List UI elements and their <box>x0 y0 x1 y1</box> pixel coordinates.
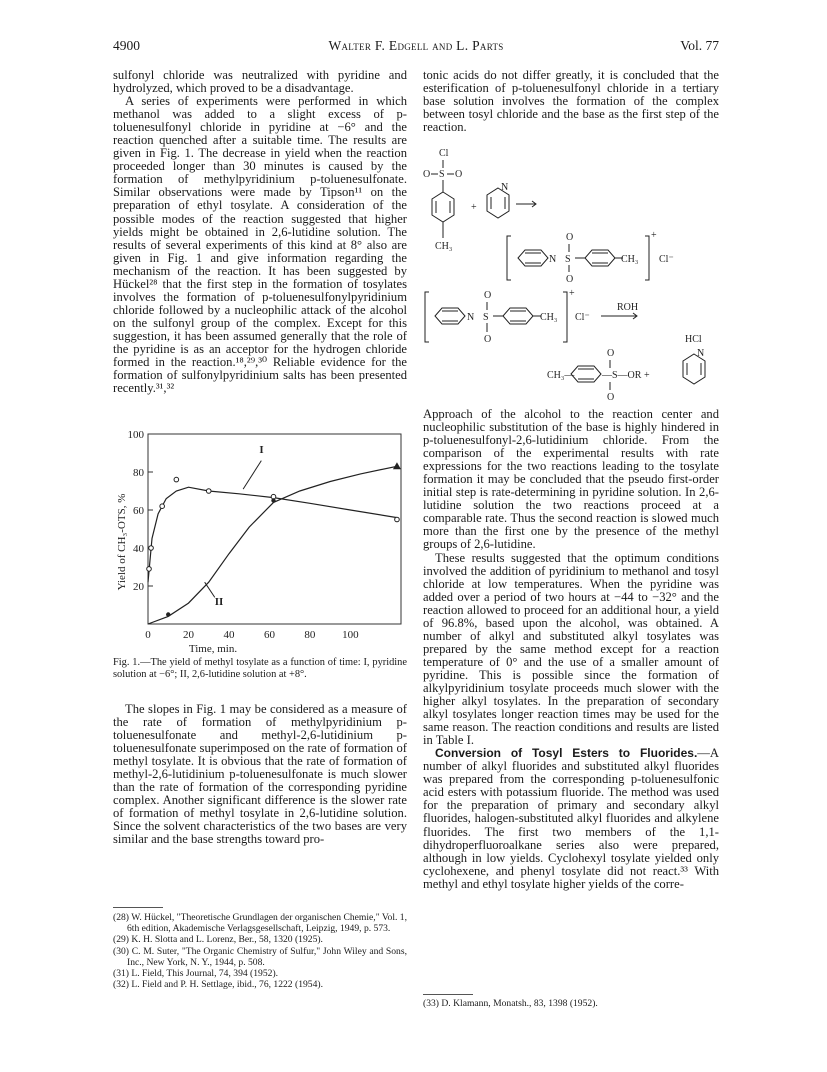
scheme-svg <box>423 144 719 404</box>
paragraph: Approach of the alcohol to the reaction center and nucleophilic substitution of the base is highly hindered in p-toluenesulfonyl-2,6-lutidinium chloride. From the comparison of the experimental results with rate expressions for the two reactions leading to the tosylate formation it may be concluded that the pseudo first-order initial step is rate-determining in pyridine solution. In 2,6-lutidine solution the two reactions proceed at a comparable rate. Thus the second reaction is slowed much more than the first one by the presence of the methyl groups of 2,6-lutidine. <box>423 407 719 552</box>
scheme-o3b: O <box>484 334 492 345</box>
y-tick-label: 60 <box>133 505 144 517</box>
series-label-I: I <box>259 444 264 456</box>
paragraph: These results suggested that the optimum conditions involved the addition of pyridinium to methanol and tosyl chloride at low temperatures. When the pyridine was added over a period of two hours at −44 to −32° and the reaction allowed to proceed for an additional hour, a yield of 96.8%, based upon the alcohol, was obtained. A number of alkyl and substituted alkyl tosylates was prepared by the same method except for a reaction temperature of 0° and the use of a smaller amount of pyridine. This is possible since the formation of alkylpyridinium tosylate proceeds much slower with the higher alkyl tosylates. In the preparation of secondary alkyl tosylates longer reaction times may be used for the same reason. The reaction conditions and results are listed in Table I. <box>423 550 719 748</box>
scheme-n2: N <box>549 254 557 265</box>
right-column-top <box>423 69 719 134</box>
x-tick-label: 0 <box>145 629 151 641</box>
footnote: (29) K. H. Slotta and L. Lorenz, Ber., 58, 1320 (1925). <box>113 934 323 946</box>
x-tick-label: 20 <box>182 629 194 641</box>
y-tick-label: 80 <box>133 467 144 479</box>
paragraph: tonic acids do not differ greatly, it is concluded that the esterification of p-toluenesulfonyl chloride in a tertiary base solution involves the formation of the complex between tosyl chloride and the base as the first step of the reaction. <box>423 68 719 135</box>
series-label-leader <box>243 461 261 490</box>
data-point <box>271 498 275 502</box>
series-label-leader <box>205 582 215 597</box>
scheme-cl: Cl <box>439 148 449 159</box>
scheme-o-left: O <box>423 169 431 180</box>
right-column-bottom <box>423 408 719 891</box>
scheme-charge-1: + <box>651 230 657 241</box>
reaction-scheme <box>423 144 719 404</box>
y-tick-label: 40 <box>133 543 144 555</box>
data-point <box>174 477 179 482</box>
figure-1-caption: Fig. 1.—The yield of methyl tosylate as a function of time: I, pyridine solution at −6°; II, 2,6-lutidine solution at +8°. <box>113 657 407 680</box>
scheme-ch3-1: CH₃ <box>435 241 453 252</box>
scheme-n3: N <box>467 312 475 323</box>
data-point <box>149 546 154 551</box>
scheme-n1: N <box>501 182 509 193</box>
y-tick-label: 20 <box>133 581 144 593</box>
footnote-rule-right <box>423 994 473 995</box>
footnote: (31) L. Field, This Journal, 74, 394 (1952). <box>113 968 279 980</box>
footnote: (28) W. Hückel, "Theoretische Grundlagen der organischen Chemie," Vol. 1, 6th edition, Akademische Verlagsgesellschaft, Leipzig, 1949, p. 573. <box>113 912 407 935</box>
section-heading: Conversion of Tosyl Esters to Fluorides. <box>435 746 698 761</box>
left-footnotes <box>113 912 407 990</box>
running-title: Walter F. Edgell and L. Parts <box>328 38 504 53</box>
scheme-plus-1: + <box>471 202 477 213</box>
left-column-bottom <box>113 703 407 847</box>
x-tick-label: 40 <box>223 629 235 641</box>
data-point <box>147 567 152 572</box>
scheme-ch3-2: CH₃ <box>621 254 639 265</box>
scheme-s2: S <box>565 254 571 265</box>
scheme-n4: N <box>697 348 705 359</box>
data-point <box>160 504 165 509</box>
series-label-II: II <box>214 596 224 608</box>
x-tick-label: 80 <box>304 629 316 641</box>
scheme-o4a: O <box>607 348 615 359</box>
scheme-o2b: O <box>566 274 574 285</box>
y-axis-label: Yield of CH₃-OTS, % <box>116 493 128 591</box>
footnote: (33) D. Klamann, Monatsh., 83, 1398 (1952). <box>423 998 598 1009</box>
x-tick-label: 60 <box>263 629 275 641</box>
scheme-charge-2: + <box>569 288 575 299</box>
scheme-clminus-1: Cl⁻ <box>659 254 674 265</box>
left-column-top <box>113 69 407 395</box>
paragraph: sulfonyl chloride was neutralized with pyridine and hydrolyzed, which proved to be a disadvantage. <box>113 68 407 96</box>
volume-label: Vol. 77 <box>680 38 719 53</box>
figure-1-chart <box>113 424 407 656</box>
plot-frame <box>148 434 401 624</box>
scheme-clminus-2: Cl⁻ <box>575 312 590 323</box>
section-text: —A number of alkyl fluorides and substituted alkyl fluorides was prepared from the corresponding p-toluenesulfonic acid esters with potassium fluoride. The method was used for the preparation of primary and secondary alkyl fluorides, halogen-substituted alkyl fluorides and alkylene fluorides. The first two members of the 1,1-dihydroperfluoroalkane series also were prepared, although in low yields. Cyclohexyl tosylate yielded only cyclohexene, and phenyl tosylate did not react.³³ With methyl and ethyl tosylate higher yields of the corre- <box>423 746 719 891</box>
data-point <box>166 612 170 616</box>
data-point <box>395 517 400 522</box>
scheme-s1: S <box>439 169 445 180</box>
scheme-o3a: O <box>484 290 492 301</box>
footnote-rule <box>113 907 163 908</box>
scheme-ch3-4: CH₃— <box>547 370 575 381</box>
scheme-ch3-3: CH₃ <box>540 312 558 323</box>
right-footnotes <box>423 998 719 1009</box>
paragraph: The slopes in Fig. 1 may be considered as a measure of the rate of formation of methylpyridinium p-toluenesulfonate and methyl-2,6-lutidinium p-toluenesulfonate superimposed on the rate of formation of methyl tosylate. It is obvious that the rate of formation of methyl-2,6-lutidinium p-toluenesulfonate is much slower than the rate of formation of the corresponding pyridine complex. Another significant difference is the slower rate of formation of methyl tosylate in 2,6-lutidine solution. Since the solvent characteristics of the two bases are very similar and the base strengths toward pro- <box>113 702 407 847</box>
paragraph: A series of experiments were performed in which methanol was added to a slight excess of p-toluenesulfonyl chloride in pyridine at −6° and the reaction quenched after a suitable time. The results are given in Fig. 1. The decrease in yield when the reaction proceeded longer than 30 minutes is caused by the formation of methylpyridinium p-toluenesulfonate. Similar observations were made by Tipson¹¹ on the preparation of ethyl tosylate. A consideration of the possible modes of the reaction suggested that higher yields might be obtained in 2,6-lutidine solution. The results of several experiments of this kind at 8° also are given in Fig. 1 and give information regarding the mechanism of the reaction. It has been suggested by Hückel²⁸ that the first step in the formation of tosylates involves the formation of p-toluenesulfonylpyridinium chloride followed by a nucleophilic attack of the alcohol on the sulfonyl group of the complex. Except for this suggestion, it has been assumed generally that the role of the pyridine is as an acceptor for the hydrogen chloride formed in the reaction.¹⁸,²⁹,³⁰ Reliable evidence for the formation of sulfonylpyridinium salts has been presented recently.³¹,³² <box>113 94 407 396</box>
scheme-o4b: O <box>607 392 615 403</box>
page-number: 4900 <box>113 38 140 53</box>
scheme-hcl: HCl <box>685 334 702 345</box>
footnote: (30) C. M. Suter, "The Organic Chemistry of Sulfur," John Wiley and Sons, Inc., New York, N. Y., 1944, p. 508. <box>113 945 407 968</box>
data-point <box>206 489 211 494</box>
y-tick-label: 100 <box>127 429 144 441</box>
x-tick-label: 100 <box>342 629 359 641</box>
x-axis-label: Time, min. <box>188 643 238 655</box>
running-header <box>113 38 719 58</box>
footnote: (32) L. Field and P. H. Settlage, ibid., 76, 1222 (1954). <box>113 979 323 991</box>
scheme-or-plus: —S—OR + <box>602 370 650 381</box>
scheme-roh: ROH <box>617 302 639 313</box>
chart-svg <box>113 424 407 656</box>
scheme-o2a: O <box>566 232 574 243</box>
data-point <box>393 462 401 469</box>
scheme-o-right: O <box>455 169 463 180</box>
scheme-s3: S <box>483 312 489 323</box>
series-line-II <box>148 466 397 624</box>
